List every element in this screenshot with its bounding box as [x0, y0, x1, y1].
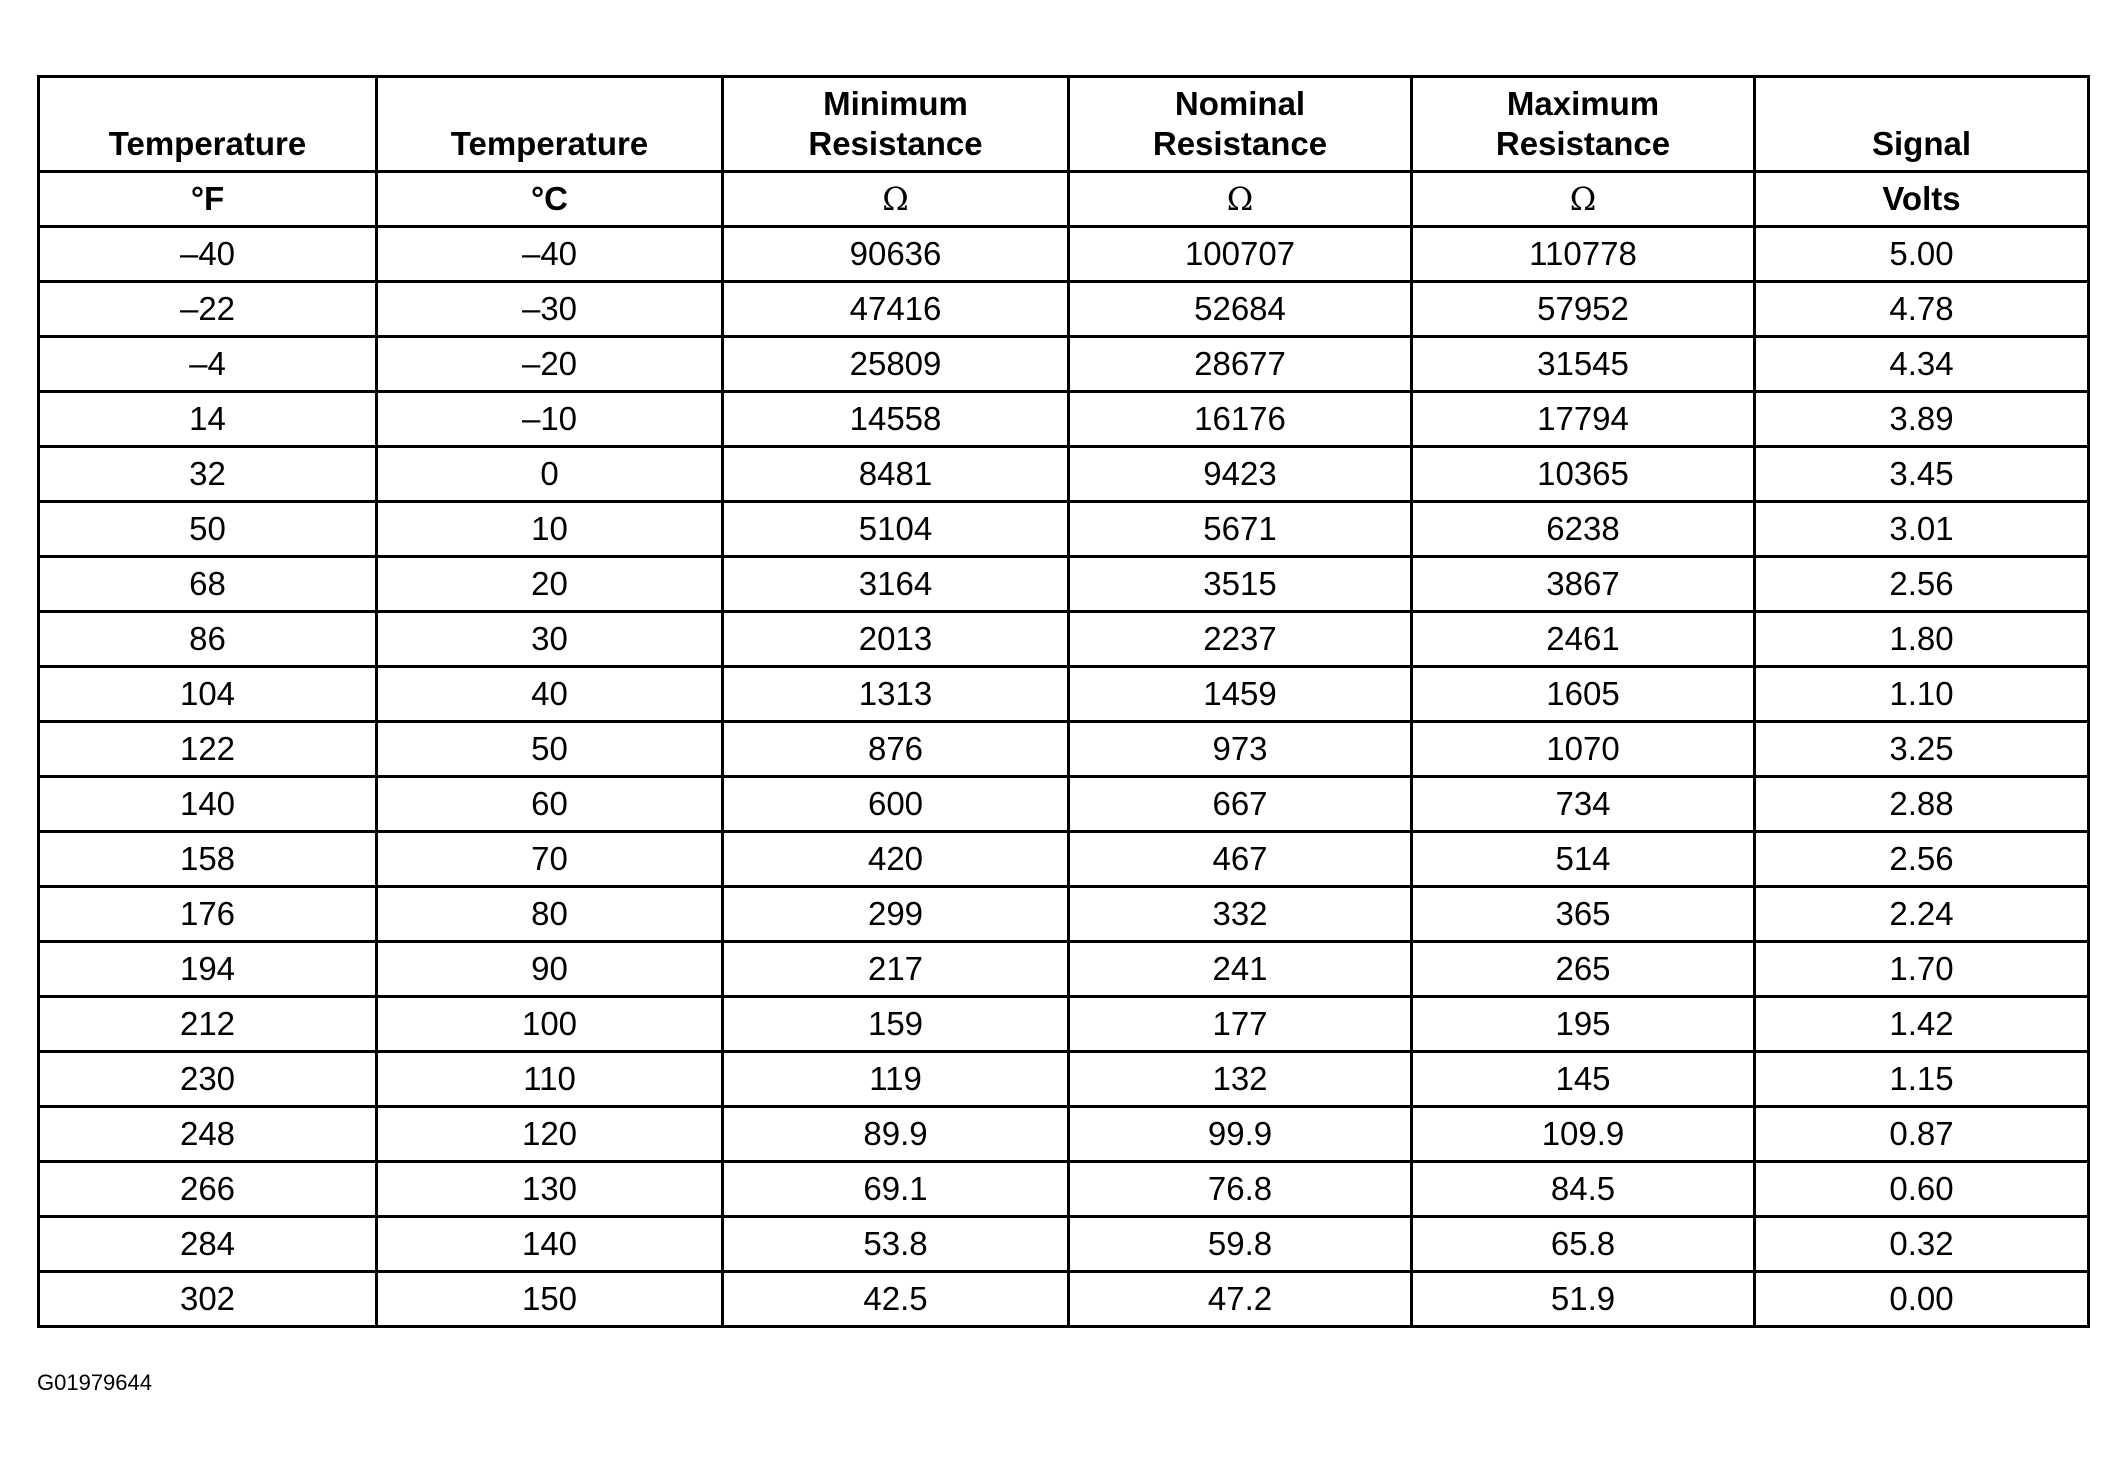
cell-signal-volts: 0.00 — [1755, 1272, 2089, 1327]
cell-temp-c: 70 — [377, 832, 723, 887]
cell-min-resistance: 119 — [723, 1052, 1069, 1107]
cell-min-resistance: 47416 — [723, 282, 1069, 337]
cell-max-resistance: 3867 — [1412, 557, 1755, 612]
cell-nominal-resistance: 467 — [1069, 832, 1412, 887]
cell-max-resistance: 51.9 — [1412, 1272, 1755, 1327]
cell-temp-c: 140 — [377, 1217, 723, 1272]
cell-nominal-resistance: 59.8 — [1069, 1217, 1412, 1272]
cell-min-resistance: 5104 — [723, 502, 1069, 557]
header-line1: Nominal — [1174, 85, 1306, 122]
cell-temp-f: 176 — [39, 887, 377, 942]
cell-signal-volts: 4.34 — [1755, 337, 2089, 392]
table-row — [39, 942, 2089, 997]
cell-temp-c: 60 — [377, 777, 723, 832]
cell-min-resistance: 89.9 — [723, 1107, 1069, 1162]
cell-max-resistance: 10365 — [1412, 447, 1755, 502]
cell-temp-c: 10 — [377, 502, 723, 557]
table-row — [39, 1162, 2089, 1217]
cell-min-resistance: 90636 — [723, 227, 1069, 282]
cell-temp-f: 266 — [39, 1162, 377, 1217]
cell-max-resistance: 195 — [1412, 997, 1755, 1052]
cell-max-resistance: 31545 — [1412, 337, 1755, 392]
table-row — [39, 282, 2089, 337]
cell-temp-f: 68 — [39, 557, 377, 612]
cell-temp-f: –40 — [39, 227, 377, 282]
cell-max-resistance: 1605 — [1412, 667, 1755, 722]
cell-temp-c: 80 — [377, 887, 723, 942]
cell-temp-c: 20 — [377, 557, 723, 612]
cell-temp-c: 40 — [377, 667, 723, 722]
cell-signal-volts: 3.45 — [1755, 447, 2089, 502]
cell-temp-f: –4 — [39, 337, 377, 392]
cell-temp-c: 120 — [377, 1107, 723, 1162]
cell-max-resistance: 109.9 — [1412, 1107, 1755, 1162]
cell-min-resistance: 14558 — [723, 392, 1069, 447]
header-signal — [1755, 77, 2089, 172]
table-row — [39, 392, 2089, 447]
cell-nominal-resistance: 132 — [1069, 1052, 1412, 1107]
unit-celsius: °C — [377, 172, 723, 227]
cell-signal-volts: 2.24 — [1755, 887, 2089, 942]
cell-temp-f: 50 — [39, 502, 377, 557]
cell-nominal-resistance: 177 — [1069, 997, 1412, 1052]
cell-temp-c: 50 — [377, 722, 723, 777]
cell-temp-f: 122 — [39, 722, 377, 777]
cell-min-resistance: 53.8 — [723, 1217, 1069, 1272]
header-line2: Resistance — [1495, 125, 1671, 162]
sensor-resistance-table-container — [37, 75, 2087, 1328]
cell-nominal-resistance: 99.9 — [1069, 1107, 1412, 1162]
cell-temp-f: 32 — [39, 447, 377, 502]
cell-signal-volts: 2.56 — [1755, 557, 2089, 612]
cell-max-resistance: 6238 — [1412, 502, 1755, 557]
table-body — [39, 227, 2089, 1327]
table-row — [39, 722, 2089, 777]
cell-max-resistance: 2461 — [1412, 612, 1755, 667]
cell-min-resistance: 2013 — [723, 612, 1069, 667]
cell-signal-volts: 1.42 — [1755, 997, 2089, 1052]
cell-temp-c: 100 — [377, 997, 723, 1052]
cell-temp-c: –30 — [377, 282, 723, 337]
table-row — [39, 777, 2089, 832]
header-line2: Signal — [1871, 125, 1972, 162]
cell-nominal-resistance: 16176 — [1069, 392, 1412, 447]
cell-temp-f: 284 — [39, 1217, 377, 1272]
cell-max-resistance: 17794 — [1412, 392, 1755, 447]
cell-signal-volts: 0.87 — [1755, 1107, 2089, 1162]
cell-temp-f: 86 — [39, 612, 377, 667]
header-row — [39, 77, 2089, 172]
cell-signal-volts: 1.80 — [1755, 612, 2089, 667]
cell-max-resistance: 110778 — [1412, 227, 1755, 282]
cell-temp-f: 212 — [39, 997, 377, 1052]
unit-row — [39, 172, 2089, 227]
cell-min-resistance: 3164 — [723, 557, 1069, 612]
cell-signal-volts: 4.78 — [1755, 282, 2089, 337]
cell-signal-volts: 0.32 — [1755, 1217, 2089, 1272]
cell-nominal-resistance: 332 — [1069, 887, 1412, 942]
cell-signal-volts: 3.25 — [1755, 722, 2089, 777]
cell-signal-volts: 3.89 — [1755, 392, 2089, 447]
cell-min-resistance: 69.1 — [723, 1162, 1069, 1217]
header-line1: Maximum — [1506, 85, 1660, 122]
cell-temp-c: –20 — [377, 337, 723, 392]
cell-max-resistance: 84.5 — [1412, 1162, 1755, 1217]
cell-temp-f: 248 — [39, 1107, 377, 1162]
cell-nominal-resistance: 667 — [1069, 777, 1412, 832]
cell-min-resistance: 600 — [723, 777, 1069, 832]
cell-min-resistance: 217 — [723, 942, 1069, 997]
cell-signal-volts: 1.15 — [1755, 1052, 2089, 1107]
cell-min-resistance: 299 — [723, 887, 1069, 942]
cell-temp-c: 110 — [377, 1052, 723, 1107]
unit-fahrenheit: °F — [39, 172, 377, 227]
cell-temp-c: 30 — [377, 612, 723, 667]
table-row — [39, 832, 2089, 887]
cell-max-resistance: 365 — [1412, 887, 1755, 942]
cell-max-resistance: 65.8 — [1412, 1217, 1755, 1272]
cell-temp-c: 150 — [377, 1272, 723, 1327]
cell-temp-c: 90 — [377, 942, 723, 997]
cell-min-resistance: 876 — [723, 722, 1069, 777]
cell-signal-volts: 5.00 — [1755, 227, 2089, 282]
cell-nominal-resistance: 47.2 — [1069, 1272, 1412, 1327]
cell-temp-c: –10 — [377, 392, 723, 447]
cell-max-resistance: 145 — [1412, 1052, 1755, 1107]
table-row — [39, 1272, 2089, 1327]
header-line2: Temperature — [450, 125, 649, 162]
cell-max-resistance: 734 — [1412, 777, 1755, 832]
unit-ohm: Ω — [723, 172, 1069, 227]
table-row — [39, 612, 2089, 667]
table-row — [39, 1107, 2089, 1162]
table-row — [39, 887, 2089, 942]
cell-min-resistance: 420 — [723, 832, 1069, 887]
cell-signal-volts: 2.56 — [1755, 832, 2089, 887]
header-minimum-resistance — [723, 77, 1069, 172]
cell-nominal-resistance: 5671 — [1069, 502, 1412, 557]
table-row — [39, 502, 2089, 557]
table-row — [39, 447, 2089, 502]
cell-signal-volts: 2.88 — [1755, 777, 2089, 832]
table-row — [39, 227, 2089, 282]
cell-min-resistance: 42.5 — [723, 1272, 1069, 1327]
figure-id-label: G01979644 — [37, 1370, 152, 1395]
cell-temp-f: 230 — [39, 1052, 377, 1107]
cell-temp-f: –22 — [39, 282, 377, 337]
cell-max-resistance: 265 — [1412, 942, 1755, 997]
header-line2: Temperature — [108, 125, 307, 162]
cell-signal-volts: 3.01 — [1755, 502, 2089, 557]
table-row — [39, 557, 2089, 612]
header-nominal-resistance — [1069, 77, 1412, 172]
cell-min-resistance: 8481 — [723, 447, 1069, 502]
header-line1: Minimum — [823, 85, 968, 122]
table-row — [39, 997, 2089, 1052]
cell-temp-f: 194 — [39, 942, 377, 997]
cell-nominal-resistance: 241 — [1069, 942, 1412, 997]
table-row — [39, 1052, 2089, 1107]
cell-nominal-resistance: 100707 — [1069, 227, 1412, 282]
header-temperature-c — [377, 77, 723, 172]
header-line2: Resistance — [1152, 125, 1328, 162]
table-row — [39, 1217, 2089, 1272]
temperature-resistance-table — [37, 75, 2090, 1328]
cell-nominal-resistance: 1459 — [1069, 667, 1412, 722]
cell-temp-f: 158 — [39, 832, 377, 887]
cell-temp-f: 302 — [39, 1272, 377, 1327]
cell-nominal-resistance: 28677 — [1069, 337, 1412, 392]
cell-min-resistance: 25809 — [723, 337, 1069, 392]
cell-nominal-resistance: 76.8 — [1069, 1162, 1412, 1217]
cell-temp-f: 104 — [39, 667, 377, 722]
cell-nominal-resistance: 2237 — [1069, 612, 1412, 667]
cell-temp-c: 130 — [377, 1162, 723, 1217]
cell-max-resistance: 514 — [1412, 832, 1755, 887]
cell-temp-c: 0 — [377, 447, 723, 502]
cell-nominal-resistance: 973 — [1069, 722, 1412, 777]
header-maximum-resistance — [1412, 77, 1755, 172]
cell-temp-f: 14 — [39, 392, 377, 447]
header-line2: Resistance — [808, 125, 983, 162]
cell-nominal-resistance: 9423 — [1069, 447, 1412, 502]
cell-signal-volts: 1.10 — [1755, 667, 2089, 722]
cell-min-resistance: 159 — [723, 997, 1069, 1052]
cell-temp-f: 140 — [39, 777, 377, 832]
table-row — [39, 337, 2089, 392]
cell-signal-volts: 0.60 — [1755, 1162, 2089, 1217]
cell-temp-c: –40 — [377, 227, 723, 282]
unit-ohm: Ω — [1069, 172, 1412, 227]
cell-max-resistance: 1070 — [1412, 722, 1755, 777]
cell-max-resistance: 57952 — [1412, 282, 1755, 337]
cell-min-resistance: 1313 — [723, 667, 1069, 722]
cell-nominal-resistance: 52684 — [1069, 282, 1412, 337]
table-row — [39, 667, 2089, 722]
unit-volts: Volts — [1755, 172, 2089, 227]
cell-nominal-resistance: 3515 — [1069, 557, 1412, 612]
unit-ohm: Ω — [1412, 172, 1755, 227]
cell-signal-volts: 1.70 — [1755, 942, 2089, 997]
header-temperature-f — [39, 77, 377, 172]
